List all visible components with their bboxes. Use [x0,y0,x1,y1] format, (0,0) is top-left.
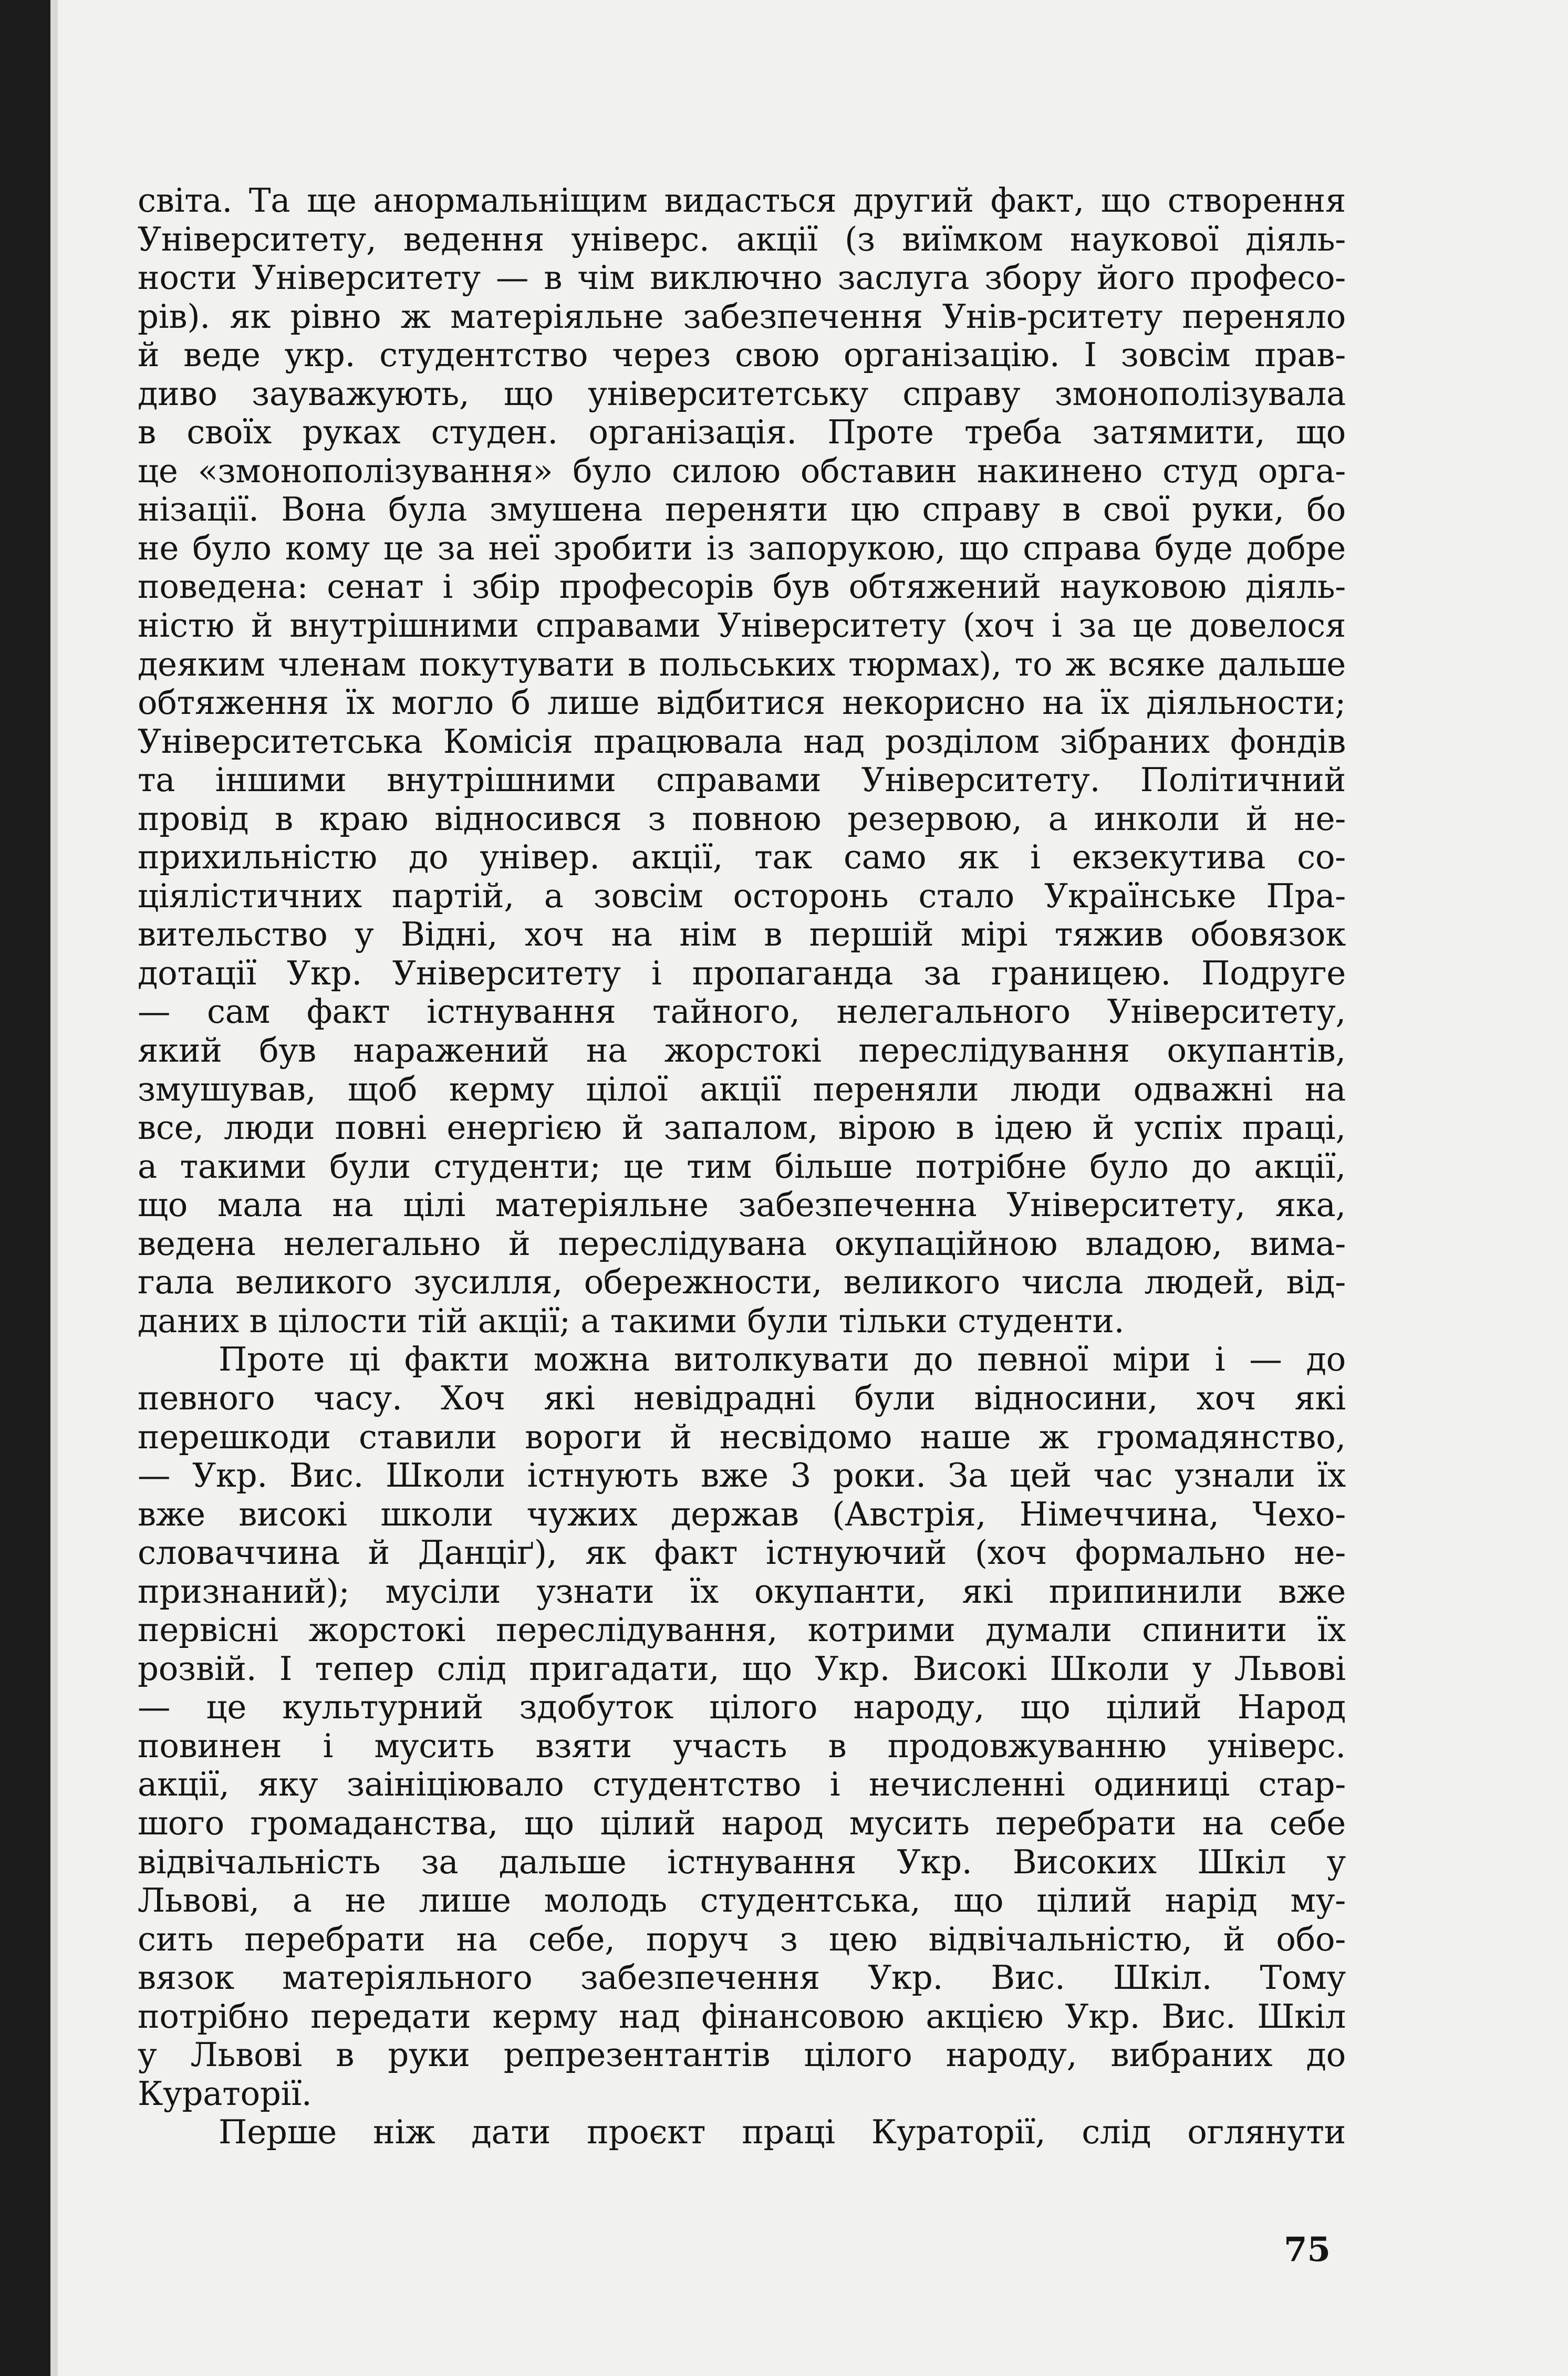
text-line: деяким членам покутувати в польських тюрмах), то ж всяке дальше [138,645,1346,683]
text-line: вязок матеріяльного забезпечення Укр. Вис. Шкіл. Тому [138,1958,1346,1997]
text-line: який був наражений на жорстокі переслідування окупантів, [138,1031,1346,1070]
text-line: — Укр. Вис. Школи істнують вже 3 роки. За цей час узнали їх [138,1456,1346,1495]
text-line: — це культурний здобуток цілого народу, що цілий Народ [138,1688,1346,1727]
text-line: дотації Укр. Університету і пропаганда за границею. Подруге [138,953,1346,992]
text-line: первісні жорстокі переслідування, котрими думали спинити їх [138,1611,1346,1649]
text-line: рів). як рівно ж матеріяльне забезпечення Унів-рситету переняло [138,297,1346,336]
text-line: шого громаданства, що цілий народ мусить перебрати на себе [138,1803,1346,1842]
text-line: даних в цілости тій акції; а такими були тільки студенти. [138,1301,1125,1340]
text-line: — сам факт істнування тайного, нелегального Університету, [138,992,1346,1031]
text-line: прихильністю до універ. акції, так само як і екзекутива со- [138,838,1346,877]
text-line: а такими були студенти; це тим більше потрібне було до акції, [138,1147,1346,1186]
text-line: сить перебрати на себе, поруч з цею відвічальністю, й обо- [138,1920,1346,1958]
text-line: потрібно передати керму над фінансовою акцією Укр. Вис. Шкіл [138,1997,1346,2036]
page-gutter [50,0,58,2376]
text-line: провід в краю відносився з повною резервою, а инколи й не- [138,799,1346,838]
text-line: що мала на цілі матеріяльне забезпеченна Університету, яка, [138,1186,1346,1225]
text-line: це «змонополізування» було силою обставин накинено студ орга- [138,451,1346,490]
text-line: розвій. І тепер слід пригадати, що Укр. Високі Школи у Львові [138,1649,1346,1688]
text-line: Кураторії. [138,2074,312,2113]
text-line: Львові, а не лише молодь студентська, що цілий нарід му- [138,1881,1346,1920]
text-line: обтяження їх могло б лише відбитися некорисно на їх діяльности; [138,683,1346,722]
page-number: 75 [1284,2230,1331,2269]
text-line: відвічальність за дальше істнування Укр. Високих Шкіл у [138,1842,1346,1881]
text-line: нізації. Вона була змушена переняти цю справу в свої руки, бо [138,490,1346,529]
text-line: ністю й внутрішними справами Університету (хоч і за це довелося [138,606,1346,645]
text-line: й веде укр. студентство через свою організацію. І зовсім прав- [138,336,1346,375]
text-line: повинен і мусить взяти участь в продовжуванню універс. [138,1726,1346,1765]
text-line: поведена: сенат і збір професорів був обтяжений науковою діяль- [138,567,1346,606]
text-line: у Львові в руки репрезентантів цілого народу, вибраних до [138,2036,1346,2074]
text-line: Університету, ведення універс. акції (з виїмком наукової діяль- [138,220,1346,258]
page-body-text [138,181,1346,2152]
text-line: вже високі школи чужих держав (Австрія, Німеччина, Чехо- [138,1495,1346,1533]
text-line: ведена нелегально й переслідувана окупаційною владою, вима- [138,1224,1346,1263]
paragraph-start-line: Перше ніж дати проєкт праці Кураторії, слід оглянути [219,2113,1346,2152]
text-line: перешкоди ставили вороги й несвідомо наше ж громадянство, [138,1417,1346,1456]
text-line: словаччина й Данціґ), як факт істнуючий (хоч формально не- [138,1533,1346,1572]
text-line: не було кому це за неї зробити із запорукою, що справа буде добре [138,528,1346,567]
text-line: ціялістичних партій, а зовсім осторонь стало Українське Пра- [138,876,1346,915]
text-line: змушував, щоб керму цілої акції переняли люди одважні на [138,1070,1346,1108]
text-line: вительство у Відні, хоч на нім в першій мірі тяжив обовязок [138,915,1346,954]
text-line: ности Університету — в чім виключно заслуга збору його професо- [138,258,1346,297]
paragraph-start-line: Проте ці факти можна витолкувати до певної міри і — до [219,1340,1346,1379]
text-line: Університетська Комісія працювала над розділом зібраних фондів [138,722,1346,761]
text-line: диво зауважують, що університетську справу змонополізувала [138,374,1346,413]
text-line: в своїх руках студен. організація. Проте треба затямити, що [138,413,1346,452]
text-line: гала великого зусилля, обережности, великого числа людей, від- [138,1263,1346,1302]
text-line: світа. Та ще анормальніщим видасться другий факт, що створення [138,181,1346,220]
text-line: та іншими внутрішними справами Університету. Політичний [138,761,1346,800]
text-line: акції, яку заініціювало студентство і нечисленні одиниці стар- [138,1765,1346,1804]
text-line: все, люди повні енергією й запалом, вірою в ідею й успіх праці, [138,1108,1346,1147]
text-line: певного часу. Хоч які невідрадні були відносини, хоч які [138,1378,1346,1417]
text-line: признаний); мусіли узнати їх окупанти, які припинили вже [138,1572,1346,1611]
